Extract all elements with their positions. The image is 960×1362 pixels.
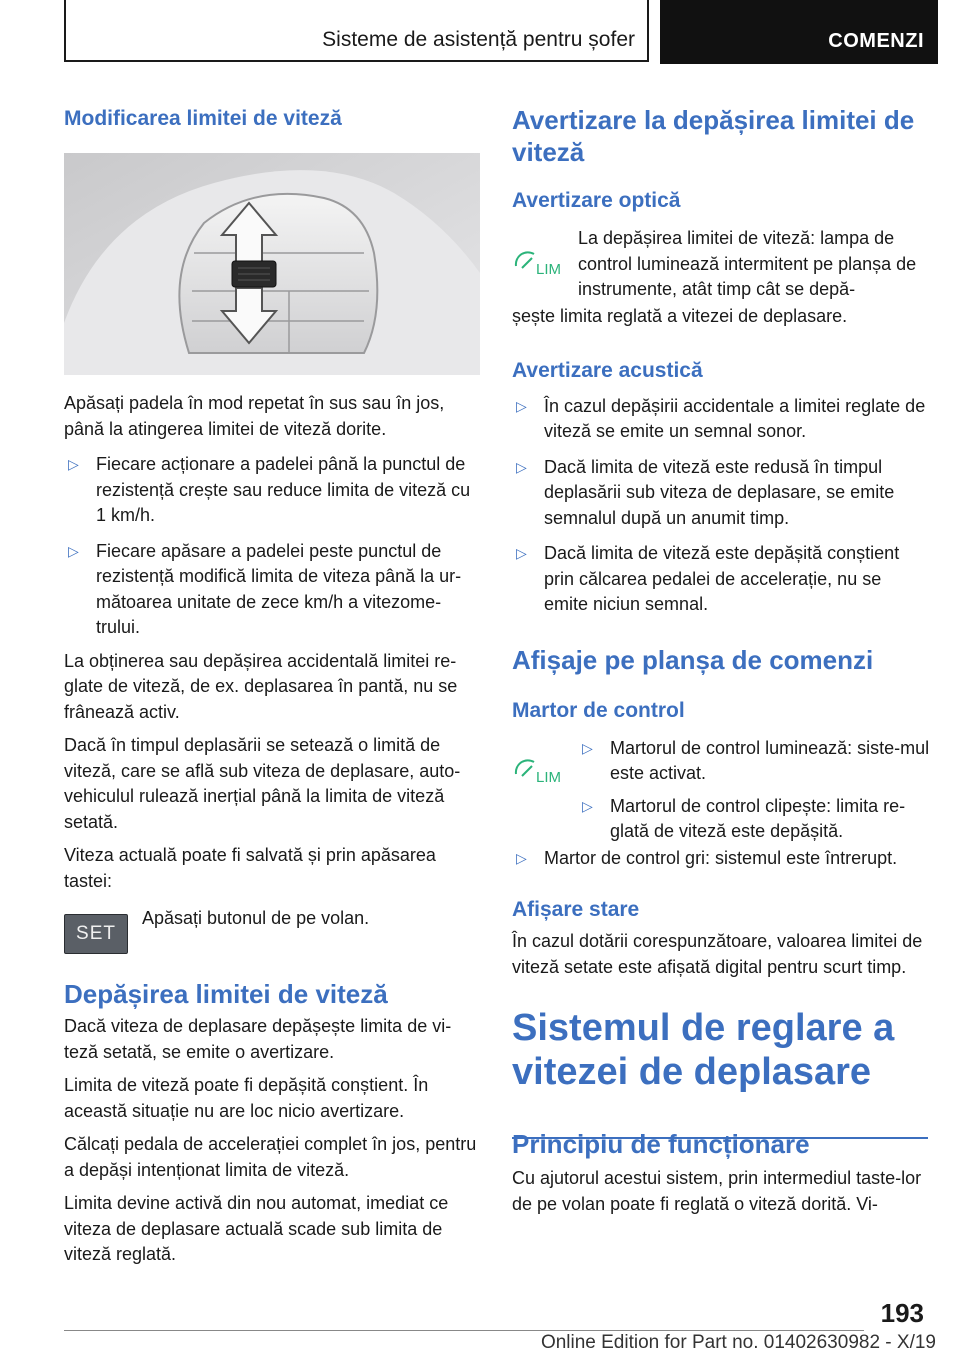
svg-text:LIM: LIM — [536, 768, 562, 786]
bullet-text: Fiecare apăsare a padelei peste punctul de rezistență modifică limita de viteza până la ur-mătoarea unitate de zece km/h a vitezome-trului. — [96, 540, 462, 637]
bullet-triangle-icon: ▷ — [516, 458, 527, 475]
list-item — [64, 452, 480, 529]
paragraph-viteza-actuala: Viteza actuală poate fi salvată și prin apăsarea tastei: — [64, 845, 436, 891]
paragraph-pedala: Călcați pedala de accelerației complet în jos, pentru a depăși intenționat limita de viteză. — [64, 1134, 477, 1180]
steering-wheel-paddle-photo — [64, 153, 480, 375]
paragraph-stare: În cazul dotării corespunzătoare, valoarea limitei de viteză setate este afișată digital pentru scurt timp. — [512, 931, 923, 977]
header-chapter-tab — [660, 0, 938, 64]
bullet-text: Dacă limita de viteză este depășită conștient prin călcarea pedalei de accelerație, nu se emite niciun semnal. — [544, 543, 900, 614]
bullet-text: Dacă limita de viteză este redusă în timpul deplasării sub viteza de deplasare, se emite semnalul după un anumit timp. — [544, 456, 895, 528]
page-number: 193 — [880, 1298, 924, 1328]
left-column — [64, 100, 480, 1268]
list-item — [578, 736, 930, 787]
list-item — [512, 455, 928, 532]
header-section-box — [64, 0, 649, 62]
heading-principiu: Principiu de funcționare — [512, 1129, 810, 1159]
optic-warning-row — [512, 226, 928, 304]
paragraph-deplasarii: Dacă în timpul deplasării se setează o limită de viteză, care se află sub viteza de deplasare, auto-vehiculul rulează inerțial până la limita de viteză setată. — [64, 735, 461, 832]
list-item — [578, 794, 930, 845]
heading-avertizare-depasire: Avertizare la depășirea limitei de viteză — [512, 105, 915, 167]
heading-martor: Martor de control — [512, 698, 685, 722]
bullet-text: Martor de control gri: sistemul este întrerupt. — [544, 847, 898, 868]
heading-sistemul-reglare: Sistemul de reglare a vitezei de deplasare — [512, 1007, 895, 1093]
optic-warning-text-continued: șește limita reglată a vitezei de deplasare. — [512, 306, 848, 326]
bullet-text: Martorul de control luminează: siste-mul este activat. — [610, 737, 930, 783]
heading-avertizare-acustica: Avertizare acustică — [512, 358, 703, 382]
paragraph-principiu: Cu ajutorul acestui sistem, prin intermediul taste-lor de pe volan poate fi reglată o viteză dorită. Vi- — [512, 1168, 922, 1214]
header-chapter-title: COMENZI — [828, 30, 924, 52]
paragraph-activa: Limita devine activă din nou automat, imediat ce viteza de deplasare actuală scade sub limita de viteză reglată. — [64, 1193, 449, 1264]
bullet-text: În cazul depășirii accidentale a limitei reglate de viteză se emite un semnal sonor. — [544, 395, 926, 441]
martor-row — [512, 736, 928, 846]
list-item — [64, 539, 480, 641]
right-column — [512, 100, 928, 1217]
optic-warning-text: La depășirea limitei de viteză: lampa de control luminează intermitent pe planșa de instrumente, atât timp cât se depă- — [578, 228, 917, 299]
set-key-text: Apăsați butonul de pe volan. — [142, 908, 370, 928]
bullet-triangle-icon: ▷ — [68, 542, 79, 559]
heading-afisaje: Afișaje pe planșa de comenzi — [512, 644, 874, 675]
svg-text:LIM: LIM — [536, 261, 562, 278]
footer-edition: Online Edition for Part no. 01402630982 - X/19 — [540, 1332, 936, 1353]
heading-afisare-stare: Afișare stare — [512, 898, 640, 921]
bullet-triangle-icon: ▷ — [68, 456, 79, 472]
paragraph-obtinerea: La obținerea sau depășirea accidentală limitei re-glate de viteză, de ex. deplasarea în pantă, nu se frânează activ. — [64, 650, 458, 722]
heading-modificarea: Modificarea limitei de viteză — [64, 107, 342, 130]
speed-limit-lim-icon — [512, 244, 568, 278]
heading-depasirea: Depășirea limitei de viteză — [64, 979, 388, 1009]
bullet-triangle-icon: ▷ — [582, 797, 593, 814]
bullet-triangle-icon: ▷ — [516, 849, 527, 866]
footer-divider — [64, 1330, 864, 1331]
set-key-icon: SET — [64, 914, 128, 954]
list-item — [512, 541, 928, 618]
set-key-row — [64, 906, 480, 956]
speed-limit-lim-icon — [512, 752, 568, 786]
section-divider — [512, 1137, 928, 1139]
paragraph-avertizare: Dacă viteza de deplasare depășește limita de vi-teză setată, se emite o avertizare. — [64, 1016, 452, 1062]
heading-avertizare-optica: Avertizare optică — [512, 189, 681, 212]
list-item — [512, 846, 928, 872]
paragraph-constient: Limita de viteză poate fi depășită conștient. În această situație nu are loc nicio avertizare. — [64, 1075, 429, 1121]
bullet-triangle-icon: ▷ — [516, 397, 527, 414]
paragraph-apasati-padela: Apăsați padela în mod repetat în sus sau în jos, până la atingerea limitei de viteză dorite. — [64, 393, 445, 439]
list-item — [512, 394, 928, 445]
bullet-text: Fiecare acționare a padelei până la punctul de rezistență crește sau reduce limita de viteză cu 1 km/h. — [96, 454, 471, 525]
header-section-title: Sisteme de asistență pentru șofer — [322, 28, 635, 51]
bullet-triangle-icon: ▷ — [516, 545, 527, 561]
bullet-text: Martorul de control clipește: limita re-glată de viteză este depășită. — [610, 795, 906, 841]
bullet-triangle-icon: ▷ — [582, 739, 593, 756]
